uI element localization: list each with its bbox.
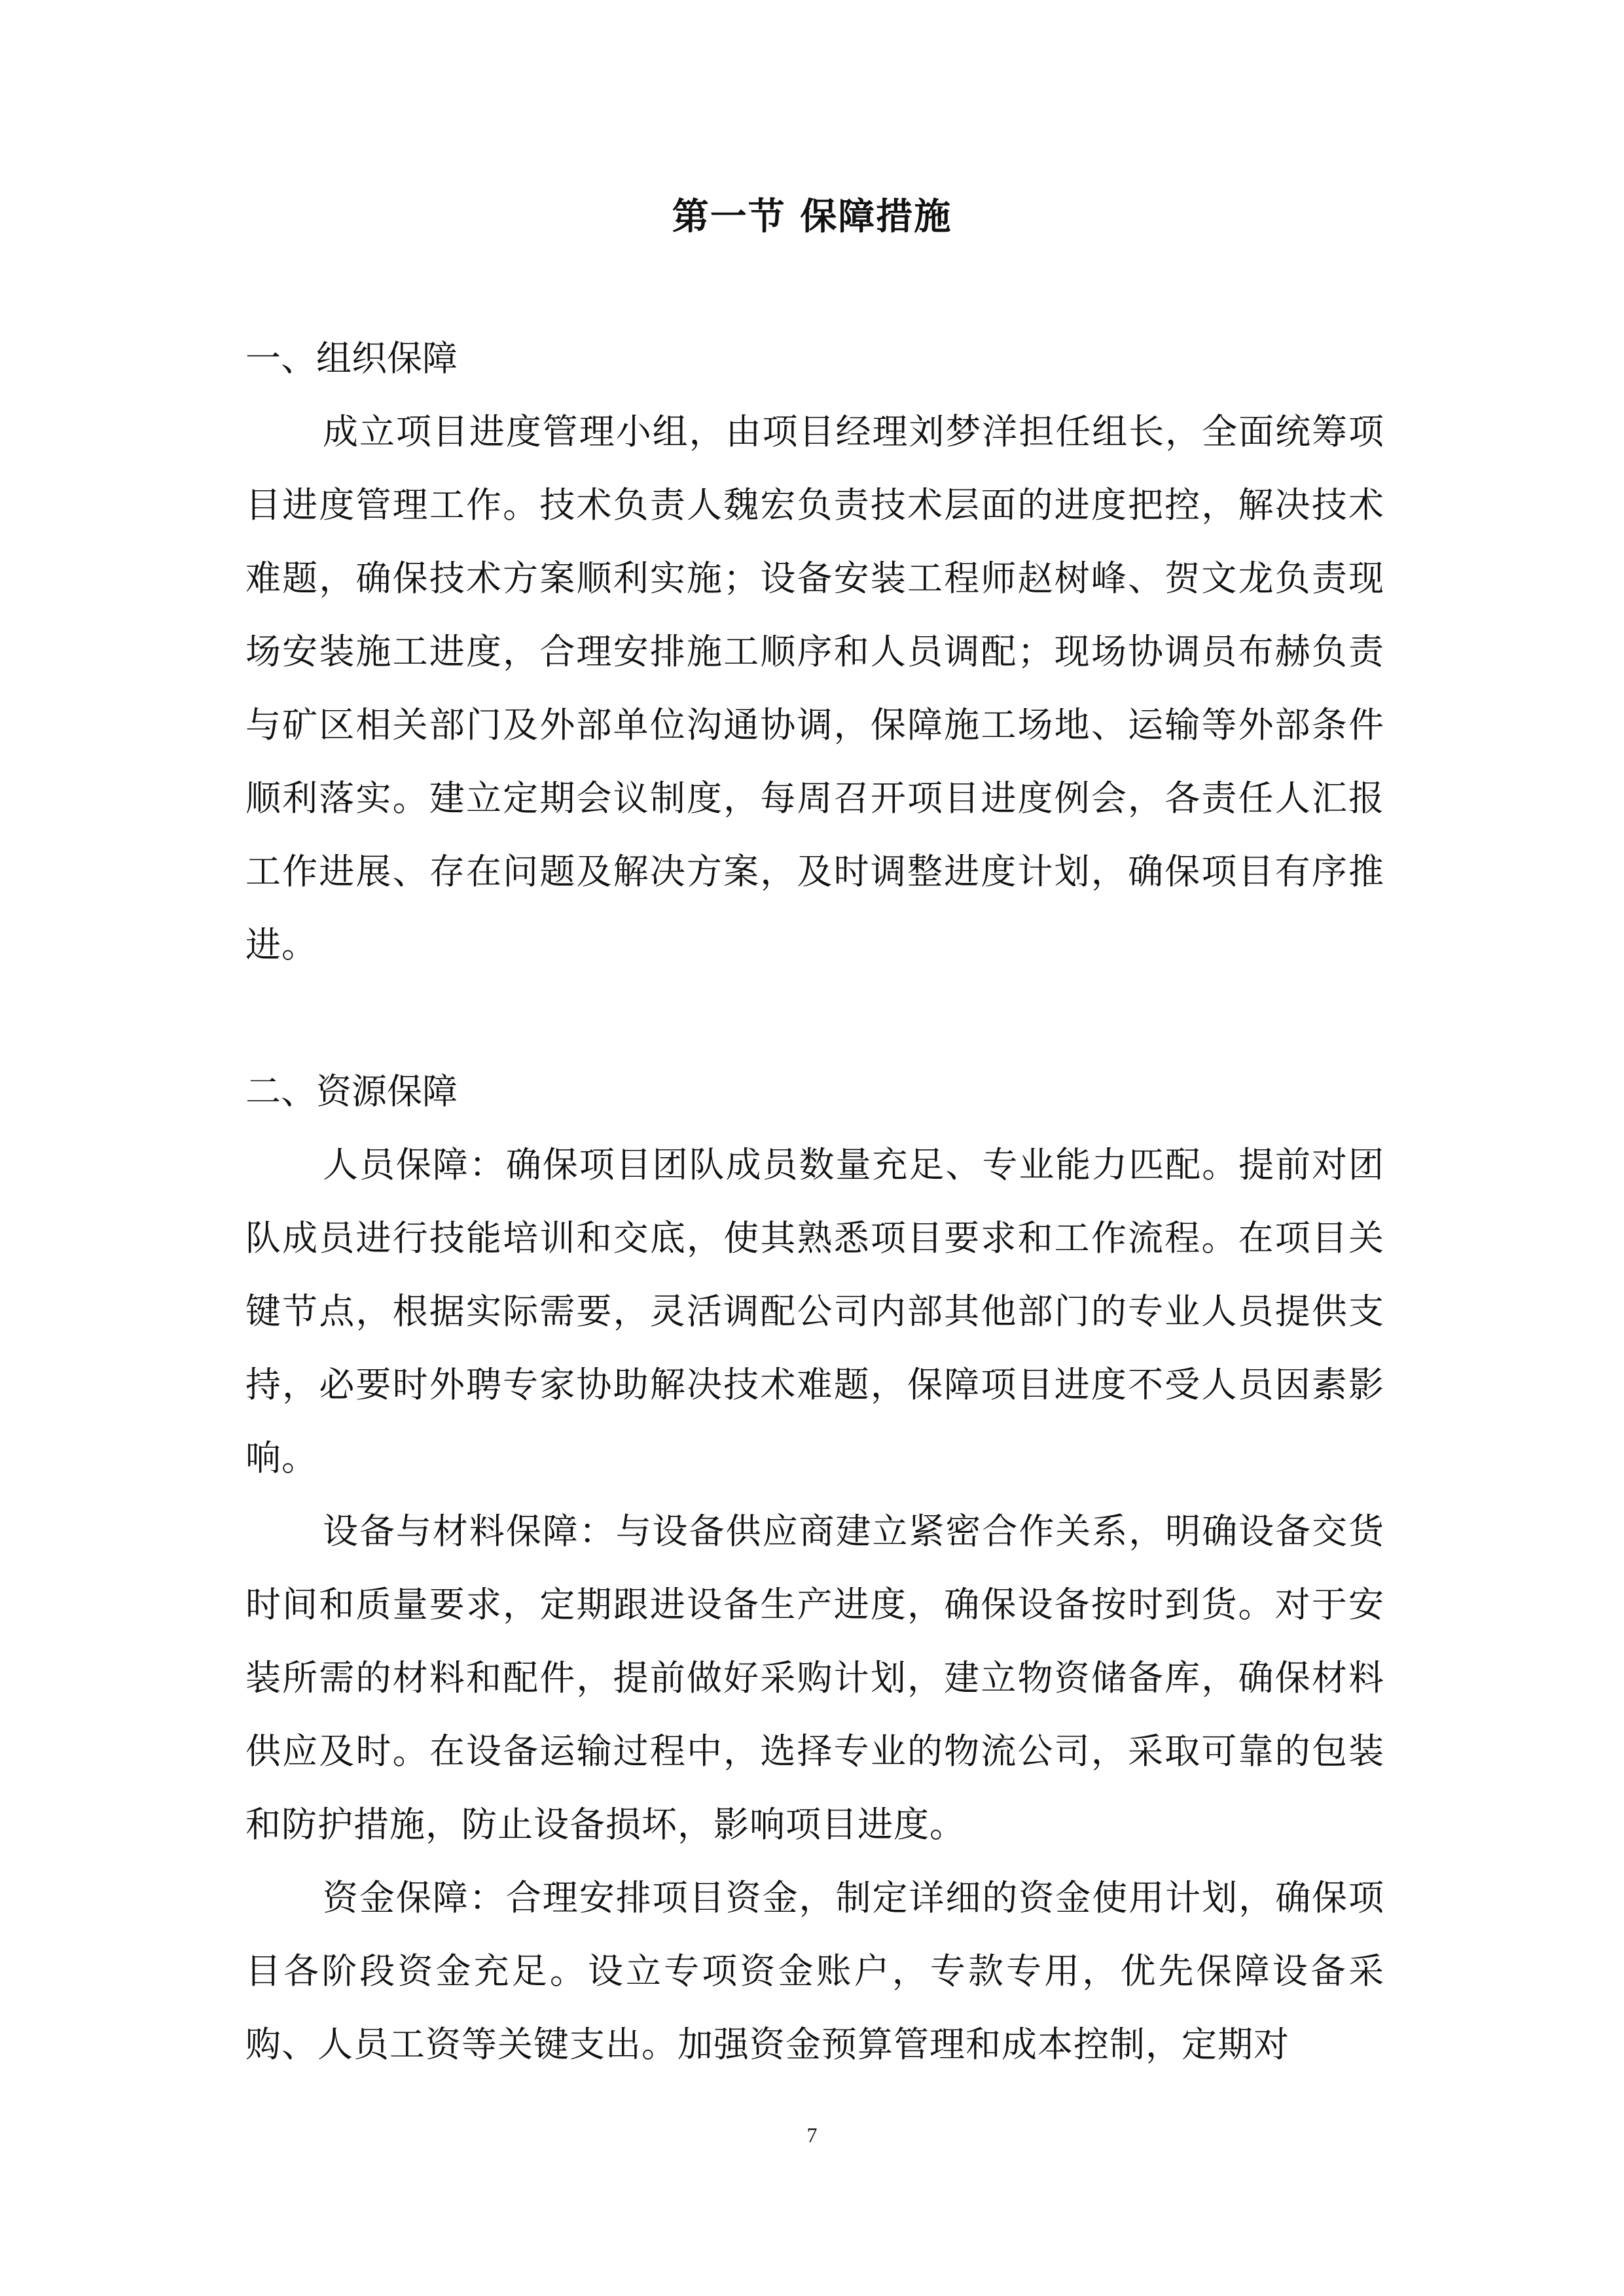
paragraph-organization: 成立项目进度管理小组，由项目经理刘梦洋担任组长，全面统筹项目进度管理工作。技术负责人魏宏负责技术层面的进度把控，解决技术难题，确保技术方案顺利实施；设备安装工程师赵树峰、贺文龙负责现场安装施工进度，合理安排施工顺序和人员调配；现场协调员布赫负责与矿区相关部门及外部单位沟通协调，保障施工场地、运输等外部条件顺利落实。建立定期会议制度，每周召开项目进度例会，各责任人汇报工作进展、存在问题及解决方案，及时调整进度计划，确保项目有序推进。 bbox=[245, 411, 1384, 965]
heading-resource-guarantee: 二、资源保障 bbox=[245, 1071, 458, 1112]
paragraph-funding: 资金保障：合理安排项目资金，制定详细的资金使用计划，确保项目各阶段资金充足。设立专项资金账户，专款专用，优先保障设备采购、人员工资等关键支出。加强资金预算管理和成本控制，定期对 bbox=[245, 1877, 1384, 2065]
document-body bbox=[245, 322, 1384, 2081]
section-title: 第一节 保障措施 bbox=[672, 196, 952, 238]
page-number: 7 bbox=[806, 2123, 818, 2147]
paragraph-equipment-materials: 设备与材料保障：与设备供应商建立紧密合作关系，明确设备交货时间和质量要求，定期跟进设备生产进度，确保设备按时到货。对于安装所需的材料和配件，提前做好采购计划，建立物资储备库，确保材料供应及时。在设备运输过程中，选择专业的物流公司，采取可靠的包装和防护措施，防止设备损坏，影响项目进度。 bbox=[245, 1511, 1384, 1845]
section-spacer bbox=[245, 982, 1384, 1055]
heading-organization-guarantee: 一、组织保障 bbox=[245, 338, 458, 379]
paragraph-personnel: 人员保障：确保项目团队成员数量充足、专业能力匹配。提前对团队成员进行技能培训和交底，使其熟悉项目要求和工作流程。在项目关键节点，根据实际需要，灵活调配公司内部其他部门的专业人员提供支持，必要时外聘专家协助解决技术难题，保障项目进度不受人员因素影响。 bbox=[245, 1144, 1384, 1479]
